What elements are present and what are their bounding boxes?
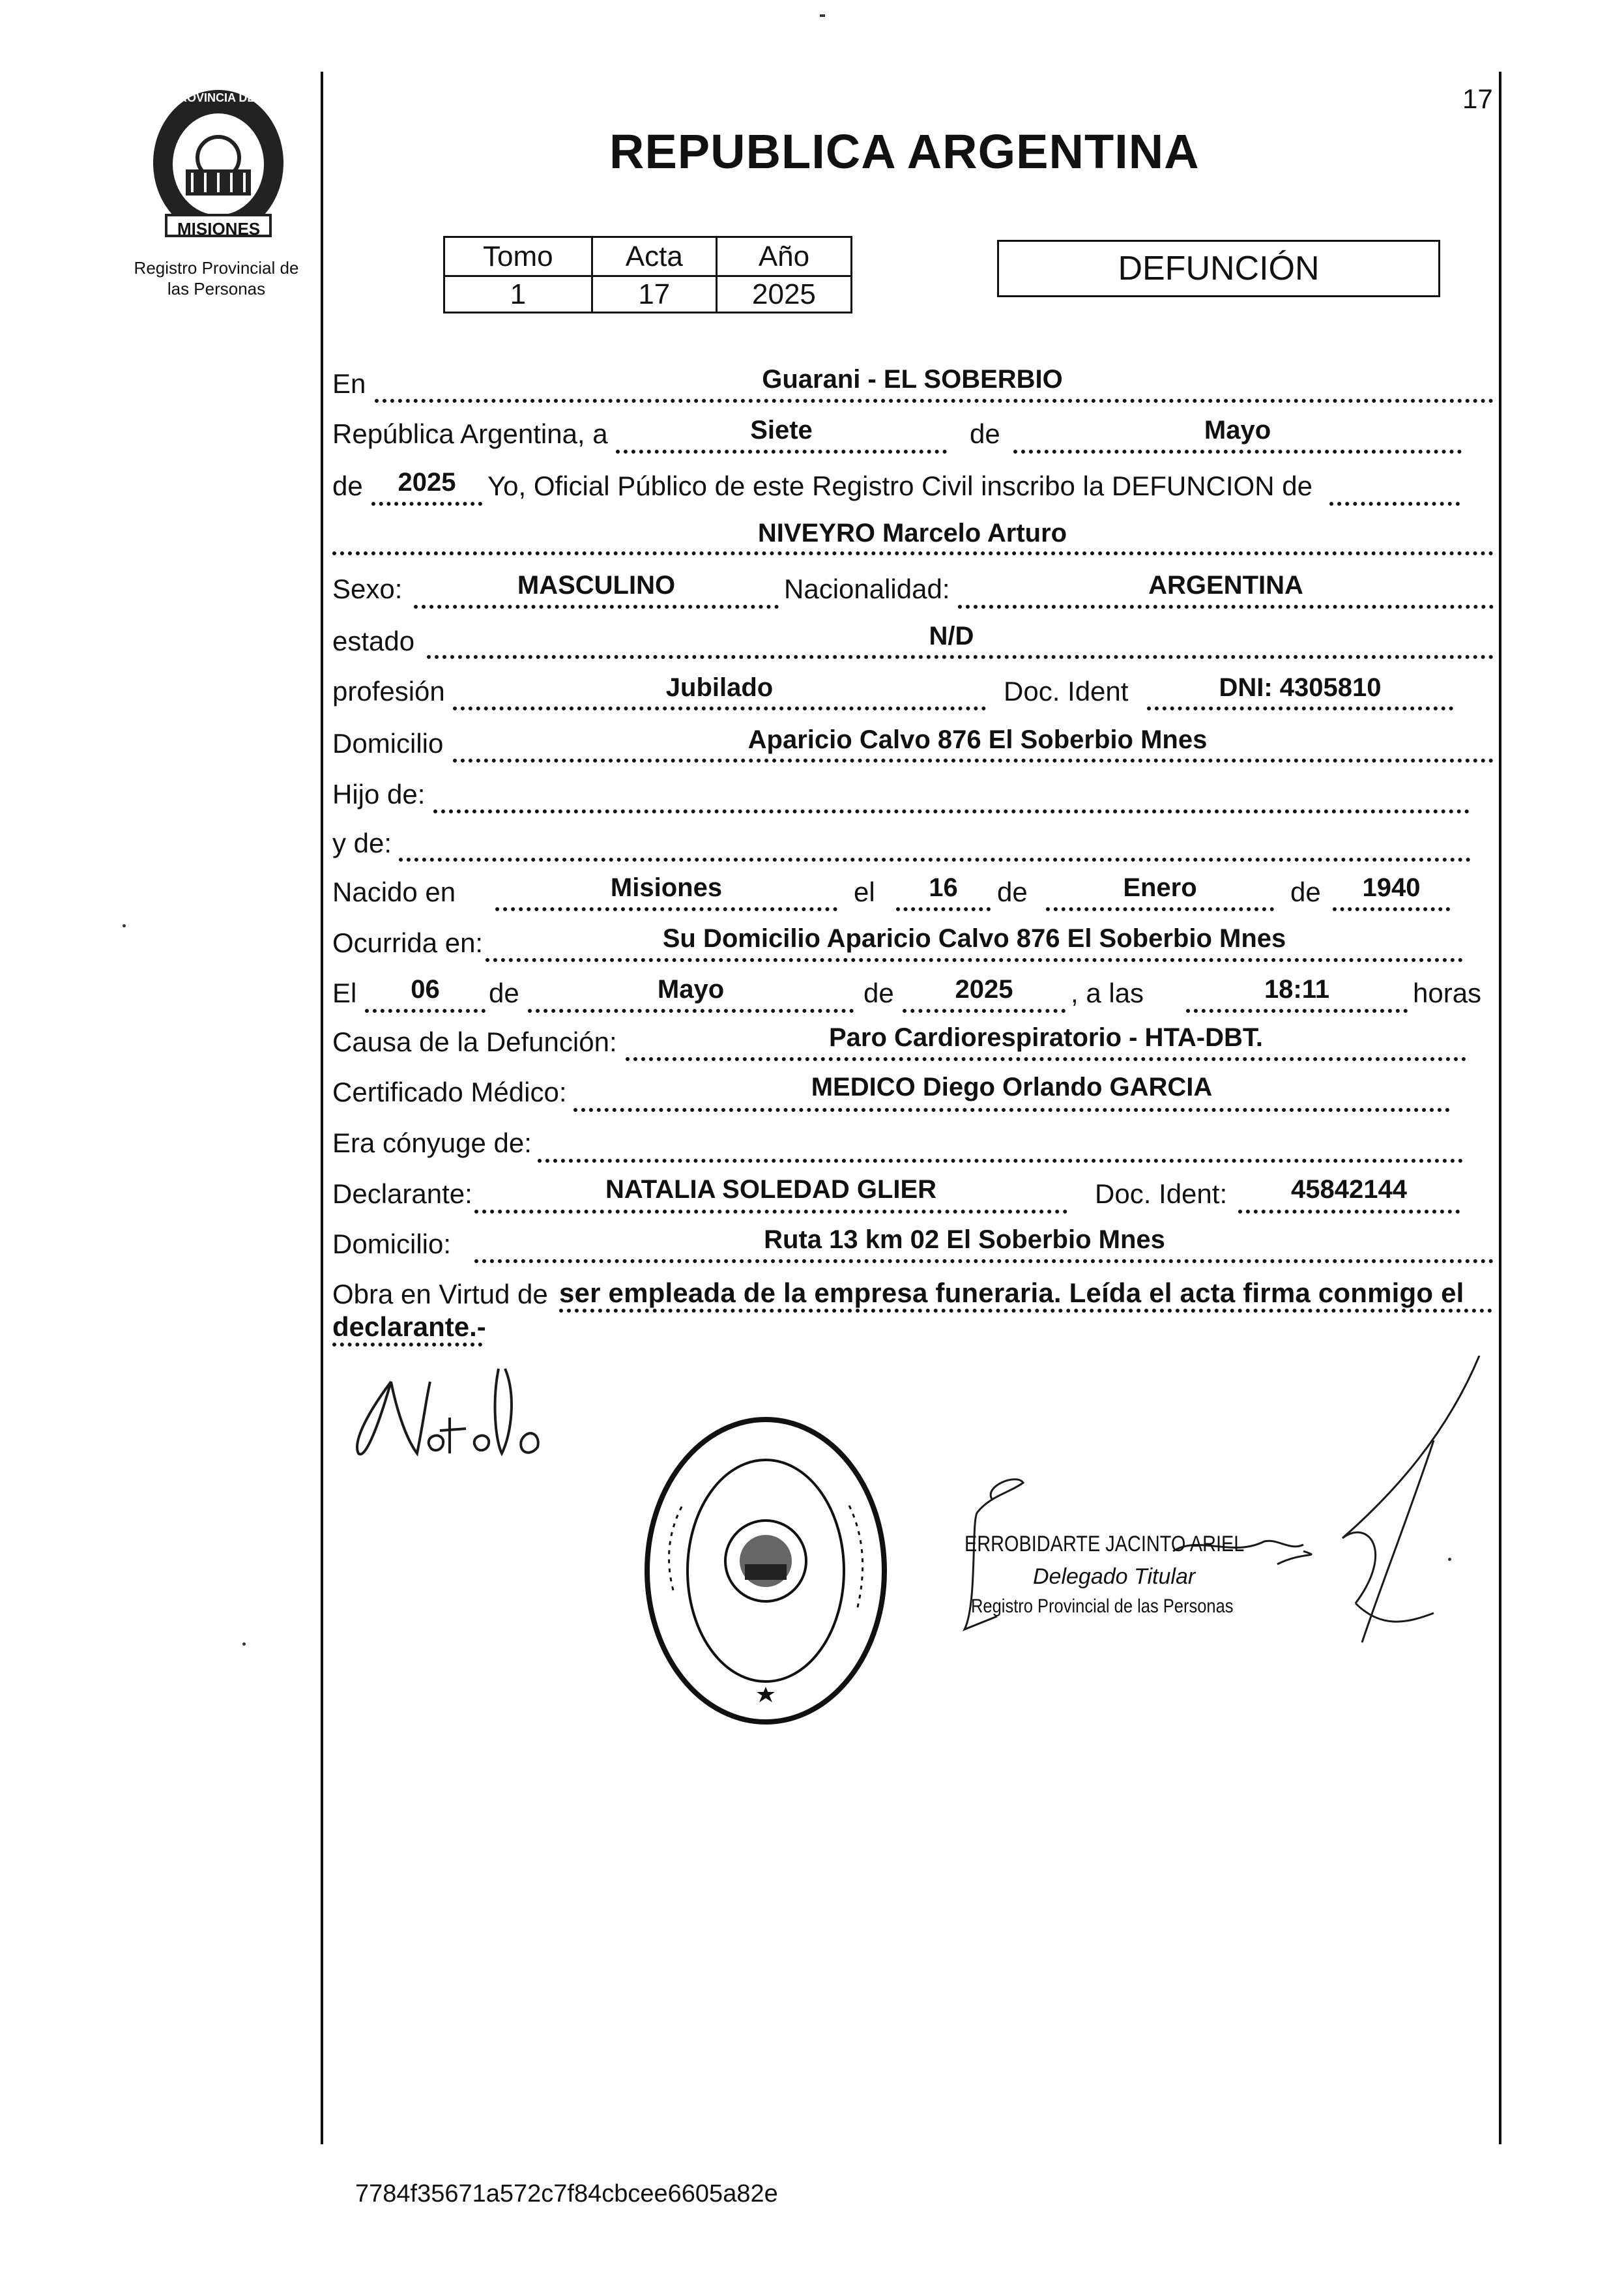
table-header-anio: Año: [716, 237, 851, 276]
value-nacido-en: Misiones: [610, 873, 723, 902]
label-profesion: profesión: [332, 676, 445, 706]
dotted-line: [453, 759, 1494, 763]
label-nacionalidad: Nacionalidad:: [784, 574, 950, 604]
dotted-line: [375, 399, 1494, 403]
tomo-acta-anio-table: [443, 236, 852, 313]
value-sexo: MASCULINO: [517, 571, 676, 600]
value-domicilio: Aparicio Calvo 876 El Soberbio Mnes: [747, 725, 1208, 754]
dotted-line: [903, 1009, 1066, 1013]
label-conyuge: Era cónyuge de:: [332, 1128, 532, 1158]
mark-dot: [820, 14, 825, 17]
value-nacionalidad: ARGENTINA: [1148, 571, 1303, 600]
dotted-line: [1329, 502, 1460, 506]
dotted-line: [1238, 1210, 1460, 1214]
registro-provincial-label: [112, 257, 321, 299]
document-hash: 7784f35671a572c7f84cbcee6605a82e: [355, 2180, 778, 2207]
value-causa: Paro Cardiorespiratorio - HTA-DBT.: [829, 1023, 1263, 1052]
value-estado: N/D: [929, 622, 974, 650]
dotted-line: [427, 655, 1494, 659]
dotted-line: [1147, 706, 1453, 710]
value-ocurrida-en: Su Domicilio Aparicio Calvo 876 El Soberbio Mnes: [662, 924, 1286, 953]
value-def-mes: Mayo: [657, 975, 725, 1004]
label-causa: Causa de la Defunción:: [332, 1027, 617, 1057]
label-doc-ident: Doc. Ident: [1004, 676, 1129, 706]
label-de: de: [489, 978, 519, 1008]
value-def-hora: 18:11: [1264, 975, 1330, 1004]
table-value-tomo: 1: [444, 276, 592, 313]
dotted-line: [365, 1009, 486, 1013]
label-horas: horas: [1413, 978, 1482, 1008]
value-certificado: MEDICO Diego Orlando GARCIA: [811, 1073, 1213, 1101]
officer-title: Delegado Titular: [1033, 1564, 1196, 1589]
page-title: REPUBLICA ARGENTINA: [609, 124, 1200, 179]
logo-text-bottom: MISIONES: [177, 219, 261, 239]
value-nac-mes: Enero: [1123, 873, 1197, 902]
mark-dot: [242, 1642, 246, 1646]
table-value-anio: 2025: [716, 276, 851, 313]
label-de: de: [1290, 877, 1321, 907]
value-declarante-doc: 45842144: [1291, 1175, 1407, 1204]
declarante-signature: [345, 1356, 567, 1466]
table-header-tomo: Tomo: [444, 237, 592, 276]
dotted-line: [616, 450, 947, 454]
dotted-line: [414, 605, 779, 609]
dotted-line: [399, 858, 1471, 862]
label-de: de: [863, 978, 894, 1008]
label-yo-oficial: Yo, Oficial Público de este Registro Civil inscribo la DEFUNCION de: [487, 471, 1312, 501]
dotted-line: [538, 1159, 1463, 1163]
label-domicilio: Domicilio: [332, 728, 444, 759]
table-value-acta: 17: [592, 276, 716, 313]
dotted-line: [495, 907, 837, 911]
mark-dot: [1448, 1558, 1451, 1561]
value-mes: Mayo: [1204, 416, 1271, 444]
dotted-line: [896, 907, 991, 911]
officer-name: ERROBIDARTE JACINTO ARIEL: [964, 1532, 1245, 1556]
dotted-line: [474, 1210, 1067, 1214]
registro-line-2: las Personas: [167, 279, 266, 299]
label-de-start: de: [332, 471, 363, 501]
dotted-line: [559, 1309, 1492, 1313]
label-a-las: , a las: [1071, 978, 1144, 1008]
label-el-cap: El: [332, 978, 357, 1008]
label-obra-en-virtud: Obra en Virtud de: [332, 1279, 548, 1309]
value-obra-line2: declarante.-: [332, 1311, 486, 1342]
label-ocurrida-en: Ocurrida en:: [332, 927, 484, 958]
provincia-misiones-logo: [140, 85, 297, 241]
dotted-line: [433, 809, 1470, 813]
label-nacido-en: Nacido en: [332, 877, 456, 907]
value-anio: 2025: [398, 468, 456, 497]
label-doc-ident-declarante: Doc. Ident:: [1095, 1178, 1228, 1209]
label-de: de: [970, 418, 1000, 449]
label-sexo: Sexo:: [332, 574, 403, 604]
value-declarante: NATALIA SOLEDAD GLIER: [605, 1175, 937, 1204]
label-estado: estado: [332, 626, 415, 656]
label-en: En: [332, 368, 366, 399]
value-obra-line1: ser empleada de la empresa funeraria. Leída el acta firma conmigo el: [559, 1277, 1464, 1308]
document-type-box: DEFUNCIÓN: [997, 240, 1440, 297]
value-dia-letras: Siete: [750, 416, 813, 444]
logo-text-top: PROVINCIA DE: [171, 91, 255, 104]
mark-dot: [123, 924, 126, 927]
label-hijo-de: Hijo de:: [332, 779, 426, 809]
officer-org: Registro Provincial de las Personas: [971, 1595, 1234, 1617]
left-border-line: [321, 72, 323, 2144]
dotted-line: [573, 1108, 1450, 1112]
value-def-dia: 06: [411, 975, 440, 1004]
dotted-line: [332, 551, 1494, 555]
dotted-line: [453, 706, 986, 710]
dotted-line: [1333, 907, 1450, 911]
value-doc-ident: DNI: 4305810: [1219, 673, 1382, 702]
dotted-line: [474, 1259, 1494, 1263]
dotted-line: [486, 958, 1463, 962]
value-def-anio: 2025: [955, 975, 1013, 1004]
page-number: 17: [1462, 83, 1493, 114]
label-de: de: [997, 877, 1028, 907]
dotted-line: [1186, 1009, 1408, 1013]
dotted-line: [958, 605, 1494, 609]
label-certificado: Certificado Médico:: [332, 1077, 567, 1107]
label-y-de: y de:: [332, 828, 392, 858]
label-republica-a: República Argentina, a: [332, 418, 608, 449]
dotted-line: [1046, 907, 1274, 911]
right-border-line: [1499, 72, 1501, 2144]
registro-seal: [642, 1414, 890, 1727]
dotted-line: [332, 1343, 482, 1347]
registro-line-1: Registro Provincial de: [134, 258, 299, 278]
label-el: el: [854, 877, 875, 907]
dotted-line: [1013, 450, 1462, 454]
value-nombre: NIVEYRO Marcelo Arturo: [757, 519, 1067, 547]
value-nac-dia: 16: [929, 873, 958, 902]
value-lugar: Guarani - EL SOBERBIO: [762, 365, 1063, 394]
table-header-acta: Acta: [592, 237, 716, 276]
label-declarante: Declarante:: [332, 1178, 472, 1209]
dotted-line: [371, 502, 482, 506]
value-declarante-domicilio: Ruta 13 km 02 El Soberbio Mnes: [764, 1225, 1165, 1254]
label-domicilio-declarante: Domicilio:: [332, 1229, 452, 1259]
value-profesion: Jubilado: [665, 673, 774, 702]
value-nac-anio: 1940: [1362, 873, 1421, 902]
dotted-line: [626, 1057, 1466, 1061]
dotted-line: [528, 1009, 854, 1013]
